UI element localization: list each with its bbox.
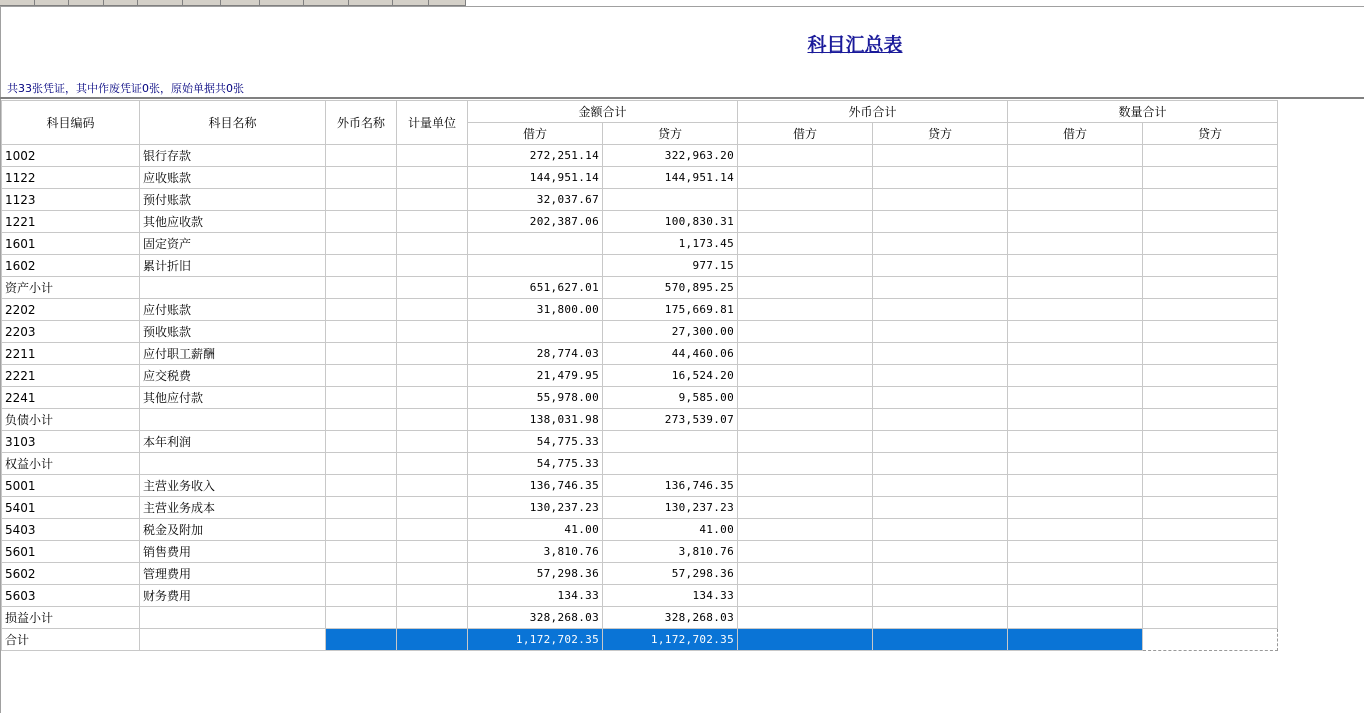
cell-quantity-credit[interactable] bbox=[1143, 431, 1278, 453]
cell-account-name[interactable] bbox=[140, 629, 326, 651]
cell-unit[interactable] bbox=[397, 431, 468, 453]
cell-currency-name[interactable] bbox=[326, 541, 397, 563]
cell-currency-name[interactable] bbox=[326, 409, 397, 431]
cell-amount-debit[interactable]: 328,268.03 bbox=[468, 607, 603, 629]
cell-account-code[interactable]: 2221 bbox=[2, 365, 140, 387]
cell-account-name[interactable]: 应交税费 bbox=[140, 365, 326, 387]
cell-foreign-debit[interactable] bbox=[738, 431, 873, 453]
cell-account-code[interactable]: 1601 bbox=[2, 233, 140, 255]
cell-foreign-debit[interactable] bbox=[738, 343, 873, 365]
cell-account-name[interactable]: 预付账款 bbox=[140, 189, 326, 211]
cell-foreign-debit[interactable] bbox=[738, 475, 873, 497]
cell-currency-name[interactable] bbox=[326, 585, 397, 607]
cell-foreign-credit[interactable] bbox=[873, 211, 1008, 233]
header-amount-debit[interactable]: 借方 bbox=[468, 123, 603, 145]
cell-account-name[interactable]: 应付账款 bbox=[140, 299, 326, 321]
cell-account-code[interactable]: 5001 bbox=[2, 475, 140, 497]
cell-foreign-debit[interactable] bbox=[738, 255, 873, 277]
table-row[interactable] bbox=[2, 277, 1278, 299]
table-row[interactable] bbox=[2, 387, 1278, 409]
cell-amount-credit[interactable]: 44,460.06 bbox=[603, 343, 738, 365]
cell-quantity-credit[interactable] bbox=[1143, 189, 1278, 211]
cell-currency-name[interactable] bbox=[326, 431, 397, 453]
cell-quantity-debit[interactable] bbox=[1008, 233, 1143, 255]
cell-amount-credit[interactable]: 1,173.45 bbox=[603, 233, 738, 255]
toolbar-button[interactable] bbox=[69, 0, 104, 5]
cell-account-code[interactable]: 2211 bbox=[2, 343, 140, 365]
cell-account-name[interactable]: 预收账款 bbox=[140, 321, 326, 343]
cell-account-name[interactable]: 管理费用 bbox=[140, 563, 326, 585]
cell-amount-credit[interactable]: 134.33 bbox=[603, 585, 738, 607]
cell-currency-name[interactable] bbox=[326, 343, 397, 365]
cell-amount-credit[interactable]: 570,895.25 bbox=[603, 277, 738, 299]
cell-unit[interactable] bbox=[397, 365, 468, 387]
cell-unit[interactable] bbox=[397, 233, 468, 255]
cell-foreign-credit[interactable] bbox=[873, 343, 1008, 365]
cell-unit[interactable] bbox=[397, 563, 468, 585]
cell-quantity-debit[interactable] bbox=[1008, 277, 1143, 299]
cell-quantity-credit[interactable] bbox=[1143, 607, 1278, 629]
cell-amount-credit[interactable]: 273,539.07 bbox=[603, 409, 738, 431]
table-row[interactable] bbox=[2, 321, 1278, 343]
cell-amount-credit[interactable]: 144,951.14 bbox=[603, 167, 738, 189]
cell-quantity-credit[interactable] bbox=[1143, 497, 1278, 519]
cell-quantity-debit[interactable] bbox=[1008, 255, 1143, 277]
cell-amount-credit[interactable]: 1,172,702.35 bbox=[603, 629, 738, 651]
cell-currency-name[interactable] bbox=[326, 563, 397, 585]
cell-quantity-debit[interactable] bbox=[1008, 629, 1143, 651]
cell-quantity-credit[interactable] bbox=[1143, 629, 1278, 651]
cell-quantity-debit[interactable] bbox=[1008, 387, 1143, 409]
cell-amount-debit[interactable]: 57,298.36 bbox=[468, 563, 603, 585]
cell-account-name[interactable]: 主营业务成本 bbox=[140, 497, 326, 519]
cell-amount-debit[interactable] bbox=[468, 255, 603, 277]
cell-quantity-debit[interactable] bbox=[1008, 453, 1143, 475]
cell-foreign-debit[interactable] bbox=[738, 409, 873, 431]
cell-foreign-credit[interactable] bbox=[873, 189, 1008, 211]
cell-account-code[interactable]: 5601 bbox=[2, 541, 140, 563]
cell-account-code[interactable]: 资产小计 bbox=[2, 277, 140, 299]
cell-account-name[interactable]: 主营业务收入 bbox=[140, 475, 326, 497]
cell-amount-debit[interactable]: 651,627.01 bbox=[468, 277, 603, 299]
cell-foreign-credit[interactable] bbox=[873, 519, 1008, 541]
table-row[interactable] bbox=[2, 409, 1278, 431]
cell-account-code[interactable]: 负债小计 bbox=[2, 409, 140, 431]
cell-amount-credit[interactable]: 9,585.00 bbox=[603, 387, 738, 409]
header-foreign-credit[interactable]: 贷方 bbox=[873, 123, 1008, 145]
cell-amount-credit[interactable]: 130,237.23 bbox=[603, 497, 738, 519]
cell-currency-name[interactable] bbox=[326, 321, 397, 343]
toolbar-button[interactable] bbox=[393, 0, 430, 5]
cell-account-code[interactable]: 2241 bbox=[2, 387, 140, 409]
cell-unit[interactable] bbox=[397, 343, 468, 365]
cell-amount-debit[interactable]: 138,031.98 bbox=[468, 409, 603, 431]
cell-quantity-credit[interactable] bbox=[1143, 563, 1278, 585]
cell-quantity-credit[interactable] bbox=[1143, 541, 1278, 563]
cell-amount-credit[interactable]: 100,830.31 bbox=[603, 211, 738, 233]
cell-amount-credit[interactable] bbox=[603, 453, 738, 475]
cell-amount-credit[interactable] bbox=[603, 189, 738, 211]
cell-foreign-credit[interactable] bbox=[873, 629, 1008, 651]
total-row[interactable] bbox=[2, 629, 1278, 651]
cell-unit[interactable] bbox=[397, 211, 468, 233]
cell-currency-name[interactable] bbox=[326, 607, 397, 629]
cell-foreign-credit[interactable] bbox=[873, 431, 1008, 453]
cell-account-name[interactable]: 固定资产 bbox=[140, 233, 326, 255]
cell-quantity-debit[interactable] bbox=[1008, 343, 1143, 365]
cell-quantity-debit[interactable] bbox=[1008, 321, 1143, 343]
cell-account-code[interactable]: 1002 bbox=[2, 145, 140, 167]
cell-amount-debit[interactable]: 3,810.76 bbox=[468, 541, 603, 563]
cell-quantity-credit[interactable] bbox=[1143, 167, 1278, 189]
cell-quantity-credit[interactable] bbox=[1143, 343, 1278, 365]
cell-quantity-credit[interactable] bbox=[1143, 519, 1278, 541]
cell-unit[interactable] bbox=[397, 255, 468, 277]
cell-amount-debit[interactable]: 54,775.33 bbox=[468, 431, 603, 453]
cell-quantity-debit[interactable] bbox=[1008, 365, 1143, 387]
cell-unit[interactable] bbox=[397, 541, 468, 563]
cell-account-code[interactable]: 2203 bbox=[2, 321, 140, 343]
cell-quantity-credit[interactable] bbox=[1143, 277, 1278, 299]
cell-unit[interactable] bbox=[397, 453, 468, 475]
cell-unit[interactable] bbox=[397, 629, 468, 651]
cell-foreign-credit[interactable] bbox=[873, 167, 1008, 189]
cell-quantity-debit[interactable] bbox=[1008, 167, 1143, 189]
cell-amount-credit[interactable]: 41.00 bbox=[603, 519, 738, 541]
voucher-summary: 共33张凭证，其中作废凭证0张，原始单据共0张 bbox=[7, 82, 244, 95]
cell-foreign-debit[interactable] bbox=[738, 277, 873, 299]
toolbar-button[interactable] bbox=[349, 0, 393, 5]
cell-quantity-credit[interactable] bbox=[1143, 233, 1278, 255]
toolbar-button[interactable] bbox=[0, 0, 35, 5]
cell-foreign-debit[interactable] bbox=[738, 167, 873, 189]
cell-unit[interactable] bbox=[397, 321, 468, 343]
cell-amount-debit[interactable]: 134.33 bbox=[468, 585, 603, 607]
table-row[interactable] bbox=[2, 453, 1278, 475]
cell-currency-name[interactable] bbox=[326, 299, 397, 321]
table-row[interactable] bbox=[2, 299, 1278, 321]
cell-currency-name[interactable] bbox=[326, 475, 397, 497]
cell-quantity-credit[interactable] bbox=[1143, 387, 1278, 409]
cell-foreign-debit[interactable] bbox=[738, 189, 873, 211]
table-row[interactable] bbox=[2, 497, 1278, 519]
cell-foreign-debit[interactable] bbox=[738, 541, 873, 563]
cell-amount-debit[interactable]: 144,951.14 bbox=[468, 167, 603, 189]
cell-currency-name[interactable] bbox=[326, 497, 397, 519]
cell-currency-name[interactable] bbox=[326, 519, 397, 541]
cell-amount-debit[interactable]: 21,479.95 bbox=[468, 365, 603, 387]
cell-account-code[interactable]: 合计 bbox=[2, 629, 140, 651]
cell-amount-credit[interactable]: 57,298.36 bbox=[603, 563, 738, 585]
cell-foreign-credit[interactable] bbox=[873, 541, 1008, 563]
cell-amount-credit[interactable]: 977.15 bbox=[603, 255, 738, 277]
cell-amount-credit[interactable]: 136,746.35 bbox=[603, 475, 738, 497]
cell-quantity-debit[interactable] bbox=[1008, 563, 1143, 585]
table-row[interactable] bbox=[2, 431, 1278, 453]
cell-foreign-debit[interactable] bbox=[738, 629, 873, 651]
cell-account-code[interactable]: 2202 bbox=[2, 299, 140, 321]
cell-amount-debit[interactable]: 202,387.06 bbox=[468, 211, 603, 233]
cell-unit[interactable] bbox=[397, 167, 468, 189]
cell-foreign-credit[interactable] bbox=[873, 563, 1008, 585]
cell-foreign-credit[interactable] bbox=[873, 387, 1008, 409]
cell-account-name[interactable]: 本年利润 bbox=[140, 431, 326, 453]
report-title: 科目汇总表 bbox=[807, 34, 903, 56]
cell-account-code[interactable]: 5602 bbox=[2, 563, 140, 585]
cell-amount-debit[interactable]: 55,978.00 bbox=[468, 387, 603, 409]
cell-quantity-debit[interactable] bbox=[1008, 431, 1143, 453]
cell-quantity-debit[interactable] bbox=[1008, 211, 1143, 233]
cell-account-code[interactable]: 5401 bbox=[2, 497, 140, 519]
cell-amount-credit[interactable]: 328,268.03 bbox=[603, 607, 738, 629]
cell-account-name[interactable] bbox=[140, 409, 326, 431]
cell-quantity-debit[interactable] bbox=[1008, 497, 1143, 519]
cell-foreign-debit[interactable] bbox=[738, 563, 873, 585]
cell-account-name[interactable]: 应付职工薪酬 bbox=[140, 343, 326, 365]
toolbar-button[interactable] bbox=[221, 0, 260, 5]
cell-foreign-credit[interactable] bbox=[873, 321, 1008, 343]
cell-currency-name[interactable] bbox=[326, 255, 397, 277]
cell-amount-debit[interactable]: 31,800.00 bbox=[468, 299, 603, 321]
cell-account-code[interactable]: 1122 bbox=[2, 167, 140, 189]
top-border bbox=[0, 6, 1364, 7]
cell-currency-name[interactable] bbox=[326, 387, 397, 409]
cell-foreign-debit[interactable] bbox=[738, 299, 873, 321]
cell-amount-credit[interactable]: 175,669.81 bbox=[603, 299, 738, 321]
header-quantity-debit[interactable]: 借方 bbox=[1008, 123, 1143, 145]
cell-foreign-debit[interactable] bbox=[738, 607, 873, 629]
cell-amount-credit[interactable]: 322,963.20 bbox=[603, 145, 738, 167]
header-currency-name[interactable]: 外币名称 bbox=[326, 101, 397, 145]
cell-amount-credit[interactable]: 16,524.20 bbox=[603, 365, 738, 387]
cell-unit[interactable] bbox=[397, 519, 468, 541]
table-row[interactable] bbox=[2, 211, 1278, 233]
cell-quantity-credit[interactable] bbox=[1143, 475, 1278, 497]
table-row[interactable] bbox=[2, 233, 1278, 255]
cell-foreign-debit[interactable] bbox=[738, 387, 873, 409]
cell-foreign-credit[interactable] bbox=[873, 497, 1008, 519]
cell-amount-debit[interactable]: 136,746.35 bbox=[468, 475, 603, 497]
table-row[interactable] bbox=[2, 167, 1278, 189]
table-row[interactable] bbox=[2, 189, 1278, 211]
cell-quantity-debit[interactable] bbox=[1008, 189, 1143, 211]
cell-foreign-debit[interactable] bbox=[738, 497, 873, 519]
cell-quantity-credit[interactable] bbox=[1143, 145, 1278, 167]
cell-unit[interactable] bbox=[397, 585, 468, 607]
cell-account-code[interactable]: 1221 bbox=[2, 211, 140, 233]
cell-foreign-debit[interactable] bbox=[738, 145, 873, 167]
cell-quantity-credit[interactable] bbox=[1143, 299, 1278, 321]
table-row[interactable] bbox=[2, 607, 1278, 629]
cell-account-code[interactable]: 权益小计 bbox=[2, 453, 140, 475]
header-foreign-debit[interactable]: 借方 bbox=[738, 123, 873, 145]
cell-foreign-credit[interactable] bbox=[873, 607, 1008, 629]
cell-unit[interactable] bbox=[397, 607, 468, 629]
cell-account-name[interactable]: 税金及附加 bbox=[140, 519, 326, 541]
cell-unit[interactable] bbox=[397, 299, 468, 321]
cell-quantity-debit[interactable] bbox=[1008, 475, 1143, 497]
header-unit[interactable]: 计量单位 bbox=[397, 101, 468, 145]
header-quantity-credit[interactable]: 贷方 bbox=[1143, 123, 1278, 145]
cell-amount-debit[interactable]: 1,172,702.35 bbox=[468, 629, 603, 651]
cell-currency-name[interactable] bbox=[326, 277, 397, 299]
table-row[interactable] bbox=[2, 563, 1278, 585]
toolbar-button[interactable] bbox=[429, 0, 466, 5]
cell-foreign-debit[interactable] bbox=[738, 453, 873, 475]
cell-quantity-debit[interactable] bbox=[1008, 409, 1143, 431]
cell-amount-debit[interactable] bbox=[468, 233, 603, 255]
cell-account-name[interactable]: 其他应付款 bbox=[140, 387, 326, 409]
header-foreign-total: 外币合计 bbox=[738, 101, 1008, 123]
cell-foreign-credit[interactable] bbox=[873, 299, 1008, 321]
cell-account-code[interactable]: 5603 bbox=[2, 585, 140, 607]
cell-currency-name[interactable] bbox=[326, 233, 397, 255]
cell-currency-name[interactable] bbox=[326, 211, 397, 233]
cell-amount-credit[interactable]: 27,300.00 bbox=[603, 321, 738, 343]
toolbar-button[interactable] bbox=[35, 0, 70, 5]
cell-foreign-debit[interactable] bbox=[738, 211, 873, 233]
cell-quantity-credit[interactable] bbox=[1143, 321, 1278, 343]
cell-foreign-credit[interactable] bbox=[873, 365, 1008, 387]
cell-quantity-debit[interactable] bbox=[1008, 607, 1143, 629]
cell-foreign-credit[interactable] bbox=[873, 233, 1008, 255]
cell-foreign-credit[interactable] bbox=[873, 277, 1008, 299]
header-amount-total: 金额合计 bbox=[468, 101, 738, 123]
cell-quantity-debit[interactable] bbox=[1008, 145, 1143, 167]
cell-foreign-debit[interactable] bbox=[738, 321, 873, 343]
header-quantity-total: 数量合计 bbox=[1008, 101, 1278, 123]
cell-currency-name[interactable] bbox=[326, 145, 397, 167]
cell-account-name[interactable] bbox=[140, 607, 326, 629]
cell-foreign-credit[interactable] bbox=[873, 453, 1008, 475]
cell-unit[interactable] bbox=[397, 145, 468, 167]
cell-amount-debit[interactable]: 272,251.14 bbox=[468, 145, 603, 167]
table-row[interactable] bbox=[2, 145, 1278, 167]
table-row[interactable] bbox=[2, 343, 1278, 365]
cell-account-name[interactable]: 累计折旧 bbox=[140, 255, 326, 277]
header-amount-credit[interactable]: 贷方 bbox=[603, 123, 738, 145]
toolbar-button[interactable] bbox=[304, 0, 348, 5]
cell-unit[interactable] bbox=[397, 497, 468, 519]
cell-foreign-credit[interactable] bbox=[873, 255, 1008, 277]
cell-account-code[interactable]: 5403 bbox=[2, 519, 140, 541]
header-account-code[interactable]: 科目编码 bbox=[2, 101, 140, 145]
cell-amount-debit[interactable]: 28,774.03 bbox=[468, 343, 603, 365]
cell-foreign-credit[interactable] bbox=[873, 145, 1008, 167]
cell-account-name[interactable]: 销售费用 bbox=[140, 541, 326, 563]
table-row[interactable] bbox=[2, 541, 1278, 563]
cell-amount-debit[interactable]: 41.00 bbox=[468, 519, 603, 541]
cell-amount-debit[interactable]: 54,775.33 bbox=[468, 453, 603, 475]
cell-quantity-debit[interactable] bbox=[1008, 585, 1143, 607]
table-row[interactable] bbox=[2, 519, 1278, 541]
cell-quantity-credit[interactable] bbox=[1143, 453, 1278, 475]
header-separator bbox=[0, 97, 1364, 99]
cell-unit[interactable] bbox=[397, 387, 468, 409]
cell-account-name[interactable]: 财务费用 bbox=[140, 585, 326, 607]
toolbar-button[interactable] bbox=[183, 0, 222, 5]
cell-currency-name[interactable] bbox=[326, 365, 397, 387]
cell-account-name[interactable]: 银行存款 bbox=[140, 145, 326, 167]
cell-account-name[interactable]: 应收账款 bbox=[140, 167, 326, 189]
cell-foreign-debit[interactable] bbox=[738, 365, 873, 387]
cell-currency-name[interactable] bbox=[326, 453, 397, 475]
cell-foreign-debit[interactable] bbox=[738, 585, 873, 607]
cell-foreign-debit[interactable] bbox=[738, 519, 873, 541]
cell-quantity-debit[interactable] bbox=[1008, 299, 1143, 321]
toolbar-button[interactable] bbox=[138, 0, 182, 5]
cell-currency-name[interactable] bbox=[326, 629, 397, 651]
cell-amount-debit[interactable]: 130,237.23 bbox=[468, 497, 603, 519]
cell-account-code[interactable]: 损益小计 bbox=[2, 607, 140, 629]
cell-currency-name[interactable] bbox=[326, 167, 397, 189]
cell-amount-debit[interactable]: 32,037.67 bbox=[468, 189, 603, 211]
cell-quantity-credit[interactable] bbox=[1143, 211, 1278, 233]
cell-quantity-credit[interactable] bbox=[1143, 409, 1278, 431]
toolbar-button[interactable] bbox=[104, 0, 139, 5]
cell-account-name[interactable] bbox=[140, 453, 326, 475]
cell-unit[interactable] bbox=[397, 409, 468, 431]
cell-quantity-credit[interactable] bbox=[1143, 585, 1278, 607]
cell-unit[interactable] bbox=[397, 277, 468, 299]
cell-account-name[interactable] bbox=[140, 277, 326, 299]
cell-quantity-debit[interactable] bbox=[1008, 541, 1143, 563]
cell-currency-name[interactable] bbox=[326, 189, 397, 211]
cell-foreign-credit[interactable] bbox=[873, 585, 1008, 607]
cell-unit[interactable] bbox=[397, 475, 468, 497]
cell-quantity-debit[interactable] bbox=[1008, 519, 1143, 541]
account-summary-table bbox=[1, 100, 1278, 651]
cell-account-name[interactable]: 其他应收款 bbox=[140, 211, 326, 233]
table-row[interactable] bbox=[2, 475, 1278, 497]
cell-account-code[interactable]: 1123 bbox=[2, 189, 140, 211]
toolbar-button[interactable] bbox=[260, 0, 304, 5]
table-row[interactable] bbox=[2, 365, 1278, 387]
cell-foreign-credit[interactable] bbox=[873, 475, 1008, 497]
header-account-name[interactable]: 科目名称 bbox=[140, 101, 326, 145]
table-row[interactable] bbox=[2, 255, 1278, 277]
table-row[interactable] bbox=[2, 585, 1278, 607]
cell-account-code[interactable]: 3103 bbox=[2, 431, 140, 453]
cell-quantity-credit[interactable] bbox=[1143, 255, 1278, 277]
cell-amount-credit[interactable] bbox=[603, 431, 738, 453]
cell-amount-debit[interactable] bbox=[468, 321, 603, 343]
cell-foreign-credit[interactable] bbox=[873, 409, 1008, 431]
cell-amount-credit[interactable]: 3,810.76 bbox=[603, 541, 738, 563]
cell-foreign-debit[interactable] bbox=[738, 233, 873, 255]
cell-account-code[interactable]: 1602 bbox=[2, 255, 140, 277]
cell-unit[interactable] bbox=[397, 189, 468, 211]
cell-quantity-credit[interactable] bbox=[1143, 365, 1278, 387]
